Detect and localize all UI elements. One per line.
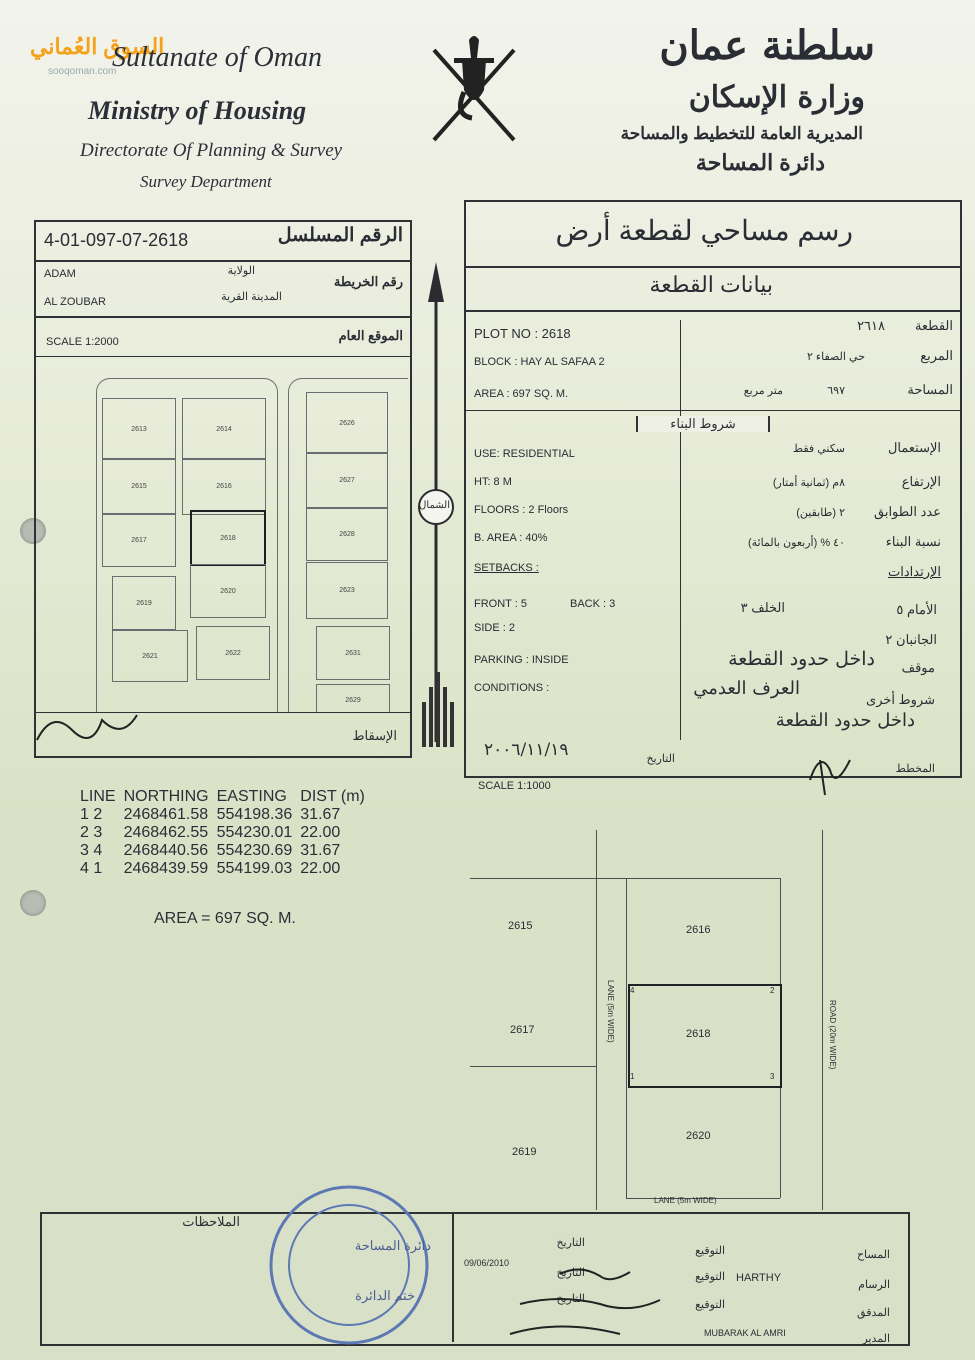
date-label: التاريخ bbox=[646, 753, 675, 765]
footer-name: MUBARAK AL AMRI bbox=[704, 1328, 786, 1338]
setback-back-ar: الخلف ٣ bbox=[740, 600, 785, 615]
coordinates-area: AREA = 697 SQ. M. bbox=[154, 910, 296, 927]
footer-date-label: التاريخ bbox=[556, 1237, 585, 1249]
footer-signature-icon bbox=[500, 1264, 680, 1354]
location-plot-selected: 2618 bbox=[190, 510, 266, 566]
condition-use-ar-value: سكني فقط bbox=[792, 443, 845, 455]
condition-setbacks-ar-label: الإرتدادات bbox=[888, 564, 941, 579]
condition-barea-ar-value: ٤٠ % (أربعون بالمائة) bbox=[747, 537, 845, 549]
watermark-logo: السوق العُماني bbox=[30, 34, 165, 59]
conditions-title: شروط البناء bbox=[636, 416, 770, 432]
coord-cell: 554230.69 bbox=[216, 842, 293, 859]
stamp-text2: ختم الدائرة bbox=[355, 1288, 415, 1303]
coord-header: EASTING bbox=[216, 788, 287, 805]
corner-label: 2 bbox=[770, 986, 775, 995]
condition-use-ar-label: الإستعمال bbox=[887, 440, 941, 455]
footer-role: الرسام bbox=[858, 1279, 890, 1291]
detail-map bbox=[470, 830, 920, 1210]
footer-sign-label: التوقيع bbox=[695, 1245, 725, 1257]
signature-icon bbox=[32, 700, 142, 750]
corner-label: 4 bbox=[630, 986, 635, 995]
coord-cell: 2 3 bbox=[80, 824, 103, 841]
condition-barea-ar-label: نسبة البناء bbox=[885, 534, 941, 549]
coord-cell: 554199.03 bbox=[216, 860, 293, 877]
stamp-icon bbox=[264, 1180, 434, 1350]
footer-name: HARTHY bbox=[736, 1272, 782, 1284]
condition-barea-en: B. AREA : 40% bbox=[474, 532, 548, 544]
footer-role: المدير bbox=[862, 1333, 890, 1345]
setback-front-en: FRONT : 5 bbox=[474, 598, 527, 610]
location-plot: 2627 bbox=[306, 452, 388, 509]
location-plot: 2619 bbox=[112, 576, 176, 630]
location-plot: 2631 bbox=[316, 626, 390, 680]
location-plot: 2622 bbox=[196, 626, 270, 680]
table-row bbox=[80, 824, 373, 842]
location-plot: 2621 bbox=[112, 630, 188, 682]
detail-plot: 2616 bbox=[686, 924, 711, 936]
plot-no-ar-value: ٢٦١٨ bbox=[857, 318, 885, 333]
block-ar-value: حي الصفاء ٢ bbox=[806, 351, 865, 363]
condition-use-en: USE: RESIDENTIAL bbox=[474, 448, 575, 460]
lane-label: LANE (5m WIDE) bbox=[654, 1196, 717, 1205]
block-en: BLOCK : HAY AL SAFAA 2 bbox=[474, 356, 605, 368]
coordinates-header-row bbox=[80, 788, 373, 806]
other-conditions-ar-value1: العرف العدمي bbox=[693, 678, 800, 699]
other-conditions-ar-value2: داخل حدود القطعة bbox=[775, 710, 915, 731]
coordinates-table bbox=[80, 788, 373, 878]
detail-plot: 2615 bbox=[508, 920, 533, 932]
coord-header: DIST (m) bbox=[300, 788, 365, 805]
coord-cell: 3 4 bbox=[80, 842, 103, 859]
footer-role: المساح bbox=[856, 1249, 890, 1261]
header-ar-line4: دائرة المساحة bbox=[695, 150, 825, 175]
location-plot: 2616 bbox=[182, 458, 266, 515]
wilayat-label: الولاية bbox=[227, 265, 255, 277]
location-plot: 2629 bbox=[316, 684, 390, 712]
other-conditions-ar-label: شروط أخرى bbox=[866, 692, 935, 707]
condition-height-en: HT: 8 M bbox=[474, 476, 512, 488]
serial-value: 4-01-097-07-2618 bbox=[44, 230, 189, 250]
coord-cell: 22.00 bbox=[300, 860, 341, 877]
location-label: الموقع العام bbox=[338, 328, 403, 343]
coord-cell: 22.00 bbox=[300, 824, 341, 841]
corner-label: 1 bbox=[630, 1072, 635, 1081]
table-row bbox=[80, 842, 373, 860]
location-map bbox=[54, 358, 408, 712]
detail-plot: 2618 bbox=[686, 1028, 711, 1040]
detail-scale: SCALE 1:1000 bbox=[478, 780, 551, 792]
date-value: ٢٠٠٦/١١/١٩ bbox=[484, 740, 569, 760]
detail-plot: 2619 bbox=[512, 1146, 537, 1158]
coord-cell: 554230.01 bbox=[216, 824, 293, 841]
other-conditions-en: CONDITIONS : bbox=[474, 682, 550, 694]
coord-cell: 4 1 bbox=[80, 860, 103, 877]
block-ar-label: المربع bbox=[920, 348, 953, 363]
header-ar-line2: وزارة الإسكان bbox=[688, 80, 865, 115]
plot-no-en: PLOT NO : 2618 bbox=[474, 326, 571, 341]
location-plot: 2614 bbox=[182, 398, 266, 460]
road-label: ROAD (20m WIDE) bbox=[828, 1000, 837, 1070]
location-plot: 2623 bbox=[306, 562, 388, 619]
coord-cell: 2468462.55 bbox=[123, 824, 209, 841]
location-plot: 2613 bbox=[102, 398, 176, 460]
area-en: AREA : 697 SQ. M. bbox=[474, 388, 569, 400]
location-plot: 2620 bbox=[190, 564, 266, 618]
coord-cell: 31.67 bbox=[300, 806, 341, 823]
watermark-url: sooqoman.com bbox=[48, 66, 117, 77]
map-no-label: رقم الخريطة bbox=[333, 274, 403, 289]
header-ar-line1: سلطنة عمان bbox=[659, 22, 875, 69]
parking-en: PARKING : INSIDE bbox=[474, 654, 569, 666]
document-title: رسم مساحي لقطعة أرض bbox=[555, 215, 853, 246]
location-plot: 2628 bbox=[306, 507, 388, 561]
setback-back-en: BACK : 3 bbox=[570, 598, 616, 610]
punch-hole bbox=[20, 890, 46, 916]
plot-no-ar-label: القطعة bbox=[914, 318, 953, 333]
setback-front-ar: الأمام ٥ bbox=[896, 602, 937, 617]
plot-data-title: بيانات القطعة bbox=[649, 272, 773, 297]
condition-height-ar-label: الإرتفاع bbox=[901, 474, 941, 489]
footer-date-label: التاريخ bbox=[556, 1293, 585, 1305]
setback-side-en: SIDE : 2 bbox=[474, 622, 515, 634]
header-ar-line3: المديرية العامة للتخطيط والمساحة bbox=[620, 124, 863, 143]
stamp-text1: دائرة المساحة bbox=[354, 1238, 431, 1253]
table-row bbox=[80, 860, 373, 878]
footer-sign-label: التوقيع bbox=[695, 1271, 725, 1283]
footer-date: 09/06/2010 bbox=[464, 1258, 510, 1268]
footer-sign-label: التوقيع bbox=[695, 1299, 725, 1311]
parking-ar-value: داخل حدود القطعة bbox=[728, 648, 875, 670]
corner-label: 3 bbox=[770, 1072, 775, 1081]
area-ar-label: المساحة bbox=[907, 382, 953, 397]
coord-cell: 1 2 bbox=[80, 806, 103, 823]
coord-cell: 31.67 bbox=[300, 842, 341, 859]
condition-floors-ar-label: عدد الطوابق bbox=[873, 504, 941, 519]
lane-label: LANE (5m WIDE) bbox=[606, 980, 615, 1043]
location-plot: 2617 bbox=[102, 513, 176, 567]
condition-height-ar-value: ٨م (ثمانية أمتار) bbox=[772, 477, 845, 489]
serial-label: الرقم المسلسل bbox=[277, 225, 403, 246]
location-plot: 2615 bbox=[102, 458, 176, 515]
oman-emblem-icon bbox=[414, 30, 534, 150]
coord-header: NORTHING bbox=[123, 788, 209, 805]
header-en-line2: Ministry of Housing bbox=[88, 96, 307, 125]
projection-label: الإسقاط bbox=[352, 728, 397, 743]
area-ar-unit: متر مربع bbox=[743, 385, 783, 397]
wilayat-value: ADAM bbox=[44, 268, 76, 280]
footer-role: المدقق bbox=[857, 1307, 890, 1319]
city-label: المدينة القرية bbox=[221, 291, 282, 303]
detail-plot: 2620 bbox=[686, 1130, 711, 1142]
condition-setbacks-en: SETBACKS : bbox=[474, 562, 539, 574]
header-en-line4: Survey Department bbox=[140, 172, 272, 191]
area-ar-value: ٦٩٧ bbox=[827, 385, 845, 397]
city-value: AL ZOUBAR bbox=[44, 296, 106, 308]
setback-side-ar: الجانبان ٢ bbox=[885, 632, 937, 647]
header-en-line1: Sultanate of Oman bbox=[112, 42, 322, 73]
coord-header: LINE bbox=[80, 788, 116, 805]
location-scale: SCALE 1:2000 bbox=[46, 336, 119, 348]
coord-cell: 2468461.58 bbox=[123, 806, 209, 823]
condition-floors-ar-value: ٢ (طابقين) bbox=[796, 507, 845, 519]
coord-cell: 554198.36 bbox=[216, 806, 293, 823]
coord-cell: 2468439.59 bbox=[123, 860, 209, 877]
location-plot: 2626 bbox=[306, 392, 388, 454]
parking-ar-label: موقف bbox=[901, 660, 935, 675]
north-label: الشمال bbox=[419, 500, 450, 511]
notes-label: الملاحظات bbox=[182, 1214, 240, 1229]
detail-plot: 2617 bbox=[510, 1024, 535, 1036]
condition-floors-en: FLOORS : 2 Floors bbox=[474, 504, 569, 516]
coord-cell: 2468440.56 bbox=[123, 842, 209, 859]
footer-date-label: التاريخ bbox=[556, 1267, 585, 1279]
planner-label: المخطط bbox=[895, 763, 935, 775]
table-row bbox=[80, 806, 373, 824]
header-en-line3: Directorate Of Planning & Survey bbox=[80, 140, 343, 161]
planner-signature-icon bbox=[800, 740, 860, 800]
